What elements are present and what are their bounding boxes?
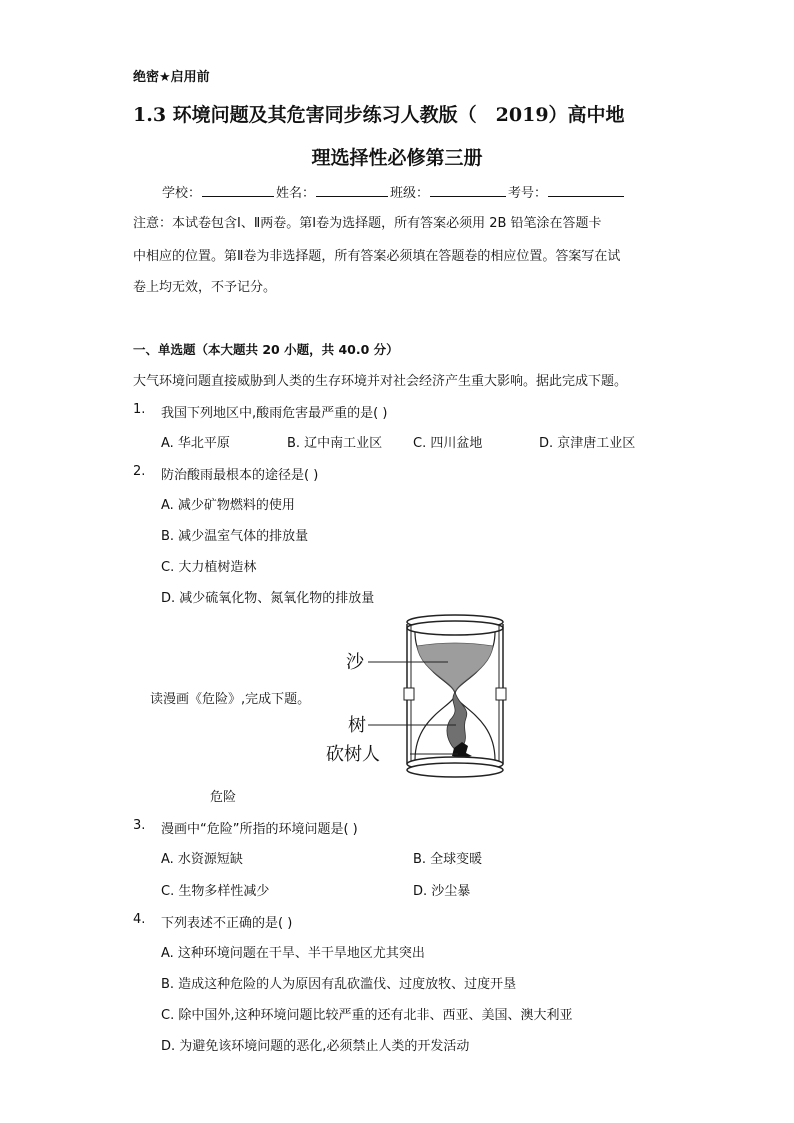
- exam-no-blank[interactable]: [548, 184, 624, 197]
- question-4-text: 下列表述不正确的是( ): [161, 916, 293, 931]
- exam-no-label: 考号：: [508, 186, 548, 201]
- notice-line-1: 注意：本试卷包含Ⅰ、Ⅱ两卷。第Ⅰ卷为选择题，所有答案必须用 2B 铅笔涂在答题卡: [133, 216, 602, 231]
- tree-shape: [447, 692, 467, 750]
- cartoon-lead-text: 读漫画《危险》,完成下题。: [150, 692, 311, 707]
- question-4-option-a[interactable]: A. 这种环境问题在干旱、半干旱地区尤其突出: [161, 946, 425, 961]
- name-label: 姓名：: [276, 186, 316, 201]
- name-blank[interactable]: [316, 184, 388, 197]
- section-intro: 大气环境问题直接威胁到人类的生存环境并对社会经济产生重大影响。据此完成下题。: [133, 374, 628, 389]
- section-heading: 一、单选题（本大题共 20 小题，共 40.0 分）: [133, 342, 399, 357]
- question-2-option-d[interactable]: D. 减少硫氧化物、氮氧化物的排放量: [161, 591, 375, 606]
- page-title-line2: 理选择性必修第三册: [311, 147, 483, 169]
- notice-line-3: 卷上均无效，不予记分。: [133, 280, 277, 295]
- question-1-option-b[interactable]: B. 辽中南工业区: [287, 436, 383, 451]
- question-4-option-c[interactable]: C. 除中国外,这种环境问题比较严重的还有北非、西亚、美国、澳大利亚: [161, 1008, 573, 1023]
- notice-line-2: 中相应的位置。第Ⅱ卷为非选择题，所有答案必须填在答题卷的相应位置。答案写在试: [133, 249, 621, 264]
- question-4-number: 4.: [133, 912, 146, 927]
- top-secret-stamp: 绝密★启用前: [133, 70, 210, 85]
- class-blank[interactable]: [430, 184, 506, 197]
- cartoon-caption: 危险: [210, 790, 237, 805]
- cutter-label: 砍树人: [326, 744, 380, 765]
- question-2-text: 防治酸雨最根本的途径是( ): [161, 468, 319, 483]
- sand-shape: [417, 643, 493, 692]
- question-2-option-c[interactable]: C. 大力植树造林: [161, 560, 257, 575]
- hourglass-cartoon: [320, 612, 550, 782]
- tree-label: 树: [348, 715, 366, 736]
- question-1-text: 我国下列地区中,酸雨危害最严重的是( ): [161, 406, 388, 421]
- question-1-number: 1.: [133, 402, 146, 417]
- question-3-option-a[interactable]: A. 水资源短缺: [161, 852, 243, 867]
- question-3-option-b[interactable]: B. 全球变暖: [413, 852, 483, 867]
- question-3-option-c[interactable]: C. 生物多样性减少: [161, 884, 270, 899]
- question-1-option-a[interactable]: A. 华北平原: [161, 436, 230, 451]
- question-2-option-a[interactable]: A. 减少矿物燃料的使用: [161, 498, 295, 513]
- question-3-text: 漫画中“危险”所指的环境问题是( ): [161, 822, 358, 837]
- question-1-option-d[interactable]: D. 京津唐工业区: [539, 436, 636, 451]
- student-info-row: [162, 182, 626, 201]
- sand-label: 沙: [346, 652, 364, 673]
- question-4-option-d[interactable]: D. 为避免该环境问题的恶化,必须禁止人类的开发活动: [161, 1039, 470, 1054]
- question-1-option-c[interactable]: C. 四川盆地: [413, 436, 483, 451]
- class-label: 班级：: [390, 186, 430, 201]
- question-2-number: 2.: [133, 464, 146, 479]
- question-3-option-d[interactable]: D. 沙尘暴: [413, 884, 471, 899]
- school-blank[interactable]: [202, 184, 274, 197]
- school-label: 学校：: [162, 186, 202, 201]
- question-4-option-b[interactable]: B. 造成这种危险的人为原因有乱砍滥伐、过度放牧、过度开垦: [161, 977, 517, 992]
- page-title-line1: 1.3 环境问题及其危害同步练习人教版（ 2019）高中地: [133, 104, 625, 126]
- question-2-option-b[interactable]: B. 减少温室气体的排放量: [161, 529, 309, 544]
- question-3-number: 3.: [133, 818, 146, 833]
